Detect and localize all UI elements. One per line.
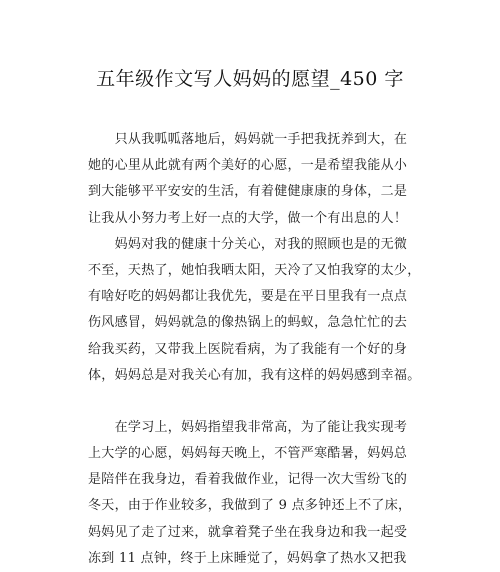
paragraph-3: [88, 415, 428, 572]
text-line: 只从我呱呱落地后，妈妈就一手把我抚养到大，在: [88, 132, 408, 147]
text-line: 妈妈见了走了过来，就拿着凳子坐在我身边和我一起受: [88, 524, 408, 540]
text-line: 不至，天热了，她怕我晒太阳，天冷了又怕我穿的太少，: [88, 262, 421, 278]
text-line: 上大学的心愿，妈妈每天晚上，不管严寒酷暑，妈妈总: [88, 446, 408, 462]
paragraph-spacer: [88, 389, 428, 415]
text-line: 体，妈妈总是对我关心有加，我有这样的妈妈感到幸福。: [88, 367, 421, 383]
text-line: 让我从小努力考上好一点的大学，做一个有出息的人！: [88, 210, 408, 226]
paragraph-2: [88, 232, 428, 389]
text-line: 伤风感冒，妈妈就急的像热锅上的蚂蚁，急急忙忙的去: [88, 315, 408, 331]
text-line: 冬天，由于作业较多，我做到了 9 点多钟还上不了床，: [88, 498, 412, 514]
text-line: 到大能够平平安安的生活，有着健健康康的身体，二是: [88, 184, 408, 200]
document-title: 五年级作文写人妈妈的愿望_450 字: [96, 68, 404, 90]
text-line: 在学习上，妈妈指望我非常高，为了能让我实现考: [88, 419, 408, 435]
paragraph-1: [88, 127, 428, 232]
text-line: 有啥好吃的妈妈都让我优先，要是在平日里我有一点点: [88, 289, 408, 305]
text-line: 妈妈对我的健康十分关心，对我的照顾也是的无微: [88, 236, 408, 252]
text-line: 是陪伴在我身边，看着我做作业，记得一次大雪纷飞的: [88, 472, 408, 488]
text-line: 给我买药，又带我上医院看病，为了我能有一个好的身: [88, 341, 408, 357]
document-body: [88, 127, 428, 572]
text-line: 冻到 11 点钟，终于上床睡觉了，妈妈拿了热水又把我: [88, 550, 407, 566]
text-line: 她的心里从此就有两个美好的心愿，一是希望我能从小: [88, 158, 408, 174]
